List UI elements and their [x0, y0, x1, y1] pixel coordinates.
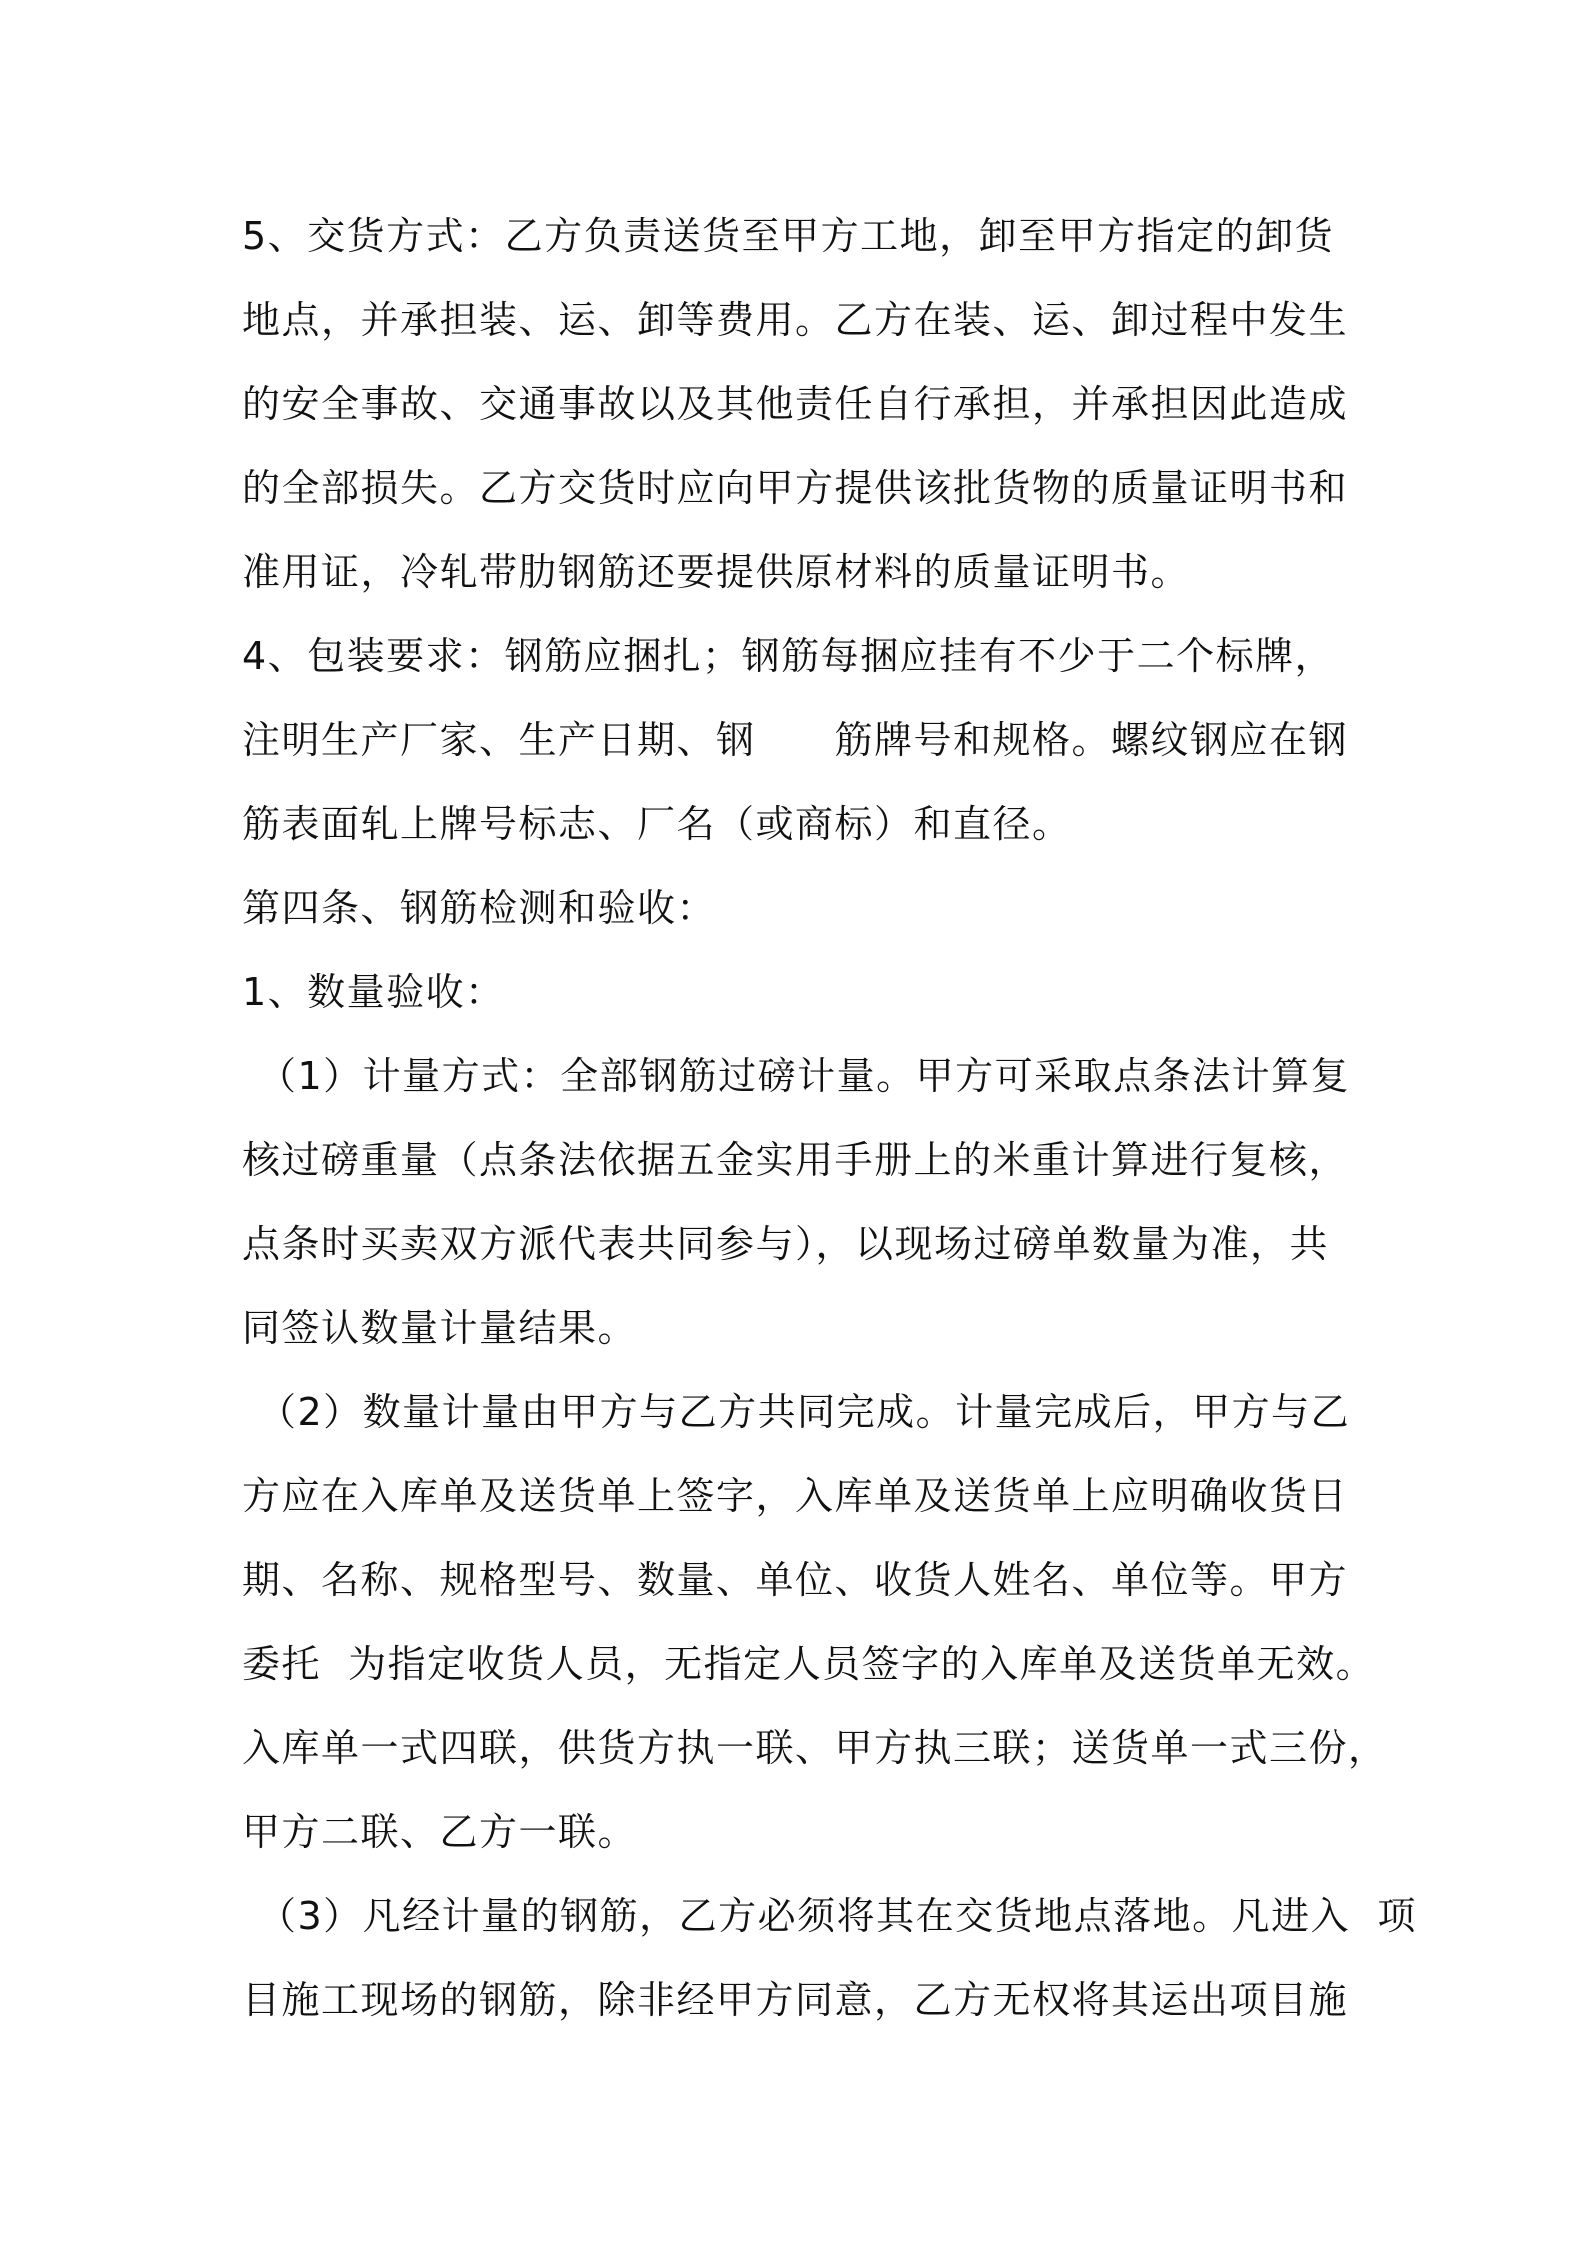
text-line: 筋表面轧上牌号标志、厂名（或商标）和直径。	[242, 802, 1072, 846]
text-line: 点条时买卖双方派代表共同参与），以现场过磅单数量为准，共	[242, 1222, 1330, 1266]
text-line: （3）凡经计量的钢筋，乙方必须将其在交货地点落地。凡进入 项	[258, 1894, 1417, 1938]
text-line: 注明生产厂家、生产日期、钢 筋牌号和规格。螺纹钢应在钢	[242, 718, 1349, 762]
text-line: 的安全事故、交通事故以及其他责任自行承担，并承担因此造成	[242, 382, 1349, 426]
text-line: 甲方二联、乙方一联。	[242, 1810, 638, 1854]
text-line: 的全部损失。乙方交货时应向甲方提供该批货物的质量证明书和	[242, 466, 1349, 510]
text-line: （2）数量计量由甲方与乙方共同完成。计量完成后，甲方与乙	[258, 1390, 1351, 1434]
text-line: 准用证，冷轧带肋钢筋还要提供原材料的质量证明书。	[242, 550, 1191, 594]
text-line: 同签认数量计量结果。	[242, 1306, 638, 1350]
text-line: 地点，并承担装、运、卸等费用。乙方在装、运、卸过程中发生	[242, 298, 1349, 342]
text-line: 目施工现场的钢筋，除非经甲方同意，乙方无权将其运出项目施	[242, 1978, 1349, 2022]
section-heading: 第四条、钢筋检测和验收：	[242, 886, 717, 930]
document-body	[242, 194, 1417, 2042]
text-line: 核过磅重量（点条法依据五金实用手册上的米重计算进行复核，	[242, 1138, 1349, 1182]
text-line: （1）计量方式：全部钢筋过磅计量。甲方可采取点条法计算复	[258, 1054, 1351, 1098]
text-line: 委托 为指定收货人员，无指定人员签字的入库单及送货单无效。	[242, 1642, 1376, 1686]
text-line: 期、名称、规格型号、数量、单位、收货人姓名、单位等。甲方	[242, 1558, 1349, 1602]
text-line: 方应在入库单及送货单上签字，入库单及送货单上应明确收货日	[242, 1474, 1349, 1518]
text-line: 4、包装要求：钢筋应捆扎；钢筋每捆应挂有不少于二个标牌，	[242, 634, 1335, 678]
text-line: 入库单一式四联，供货方执一联、甲方执三联；送货单一式三份，	[242, 1726, 1388, 1770]
subsection-heading: 1、数量验收：	[242, 970, 505, 1014]
text-line: 5、交货方式：乙方负责送货至甲方工地，卸至甲方指定的卸货	[242, 214, 1335, 258]
